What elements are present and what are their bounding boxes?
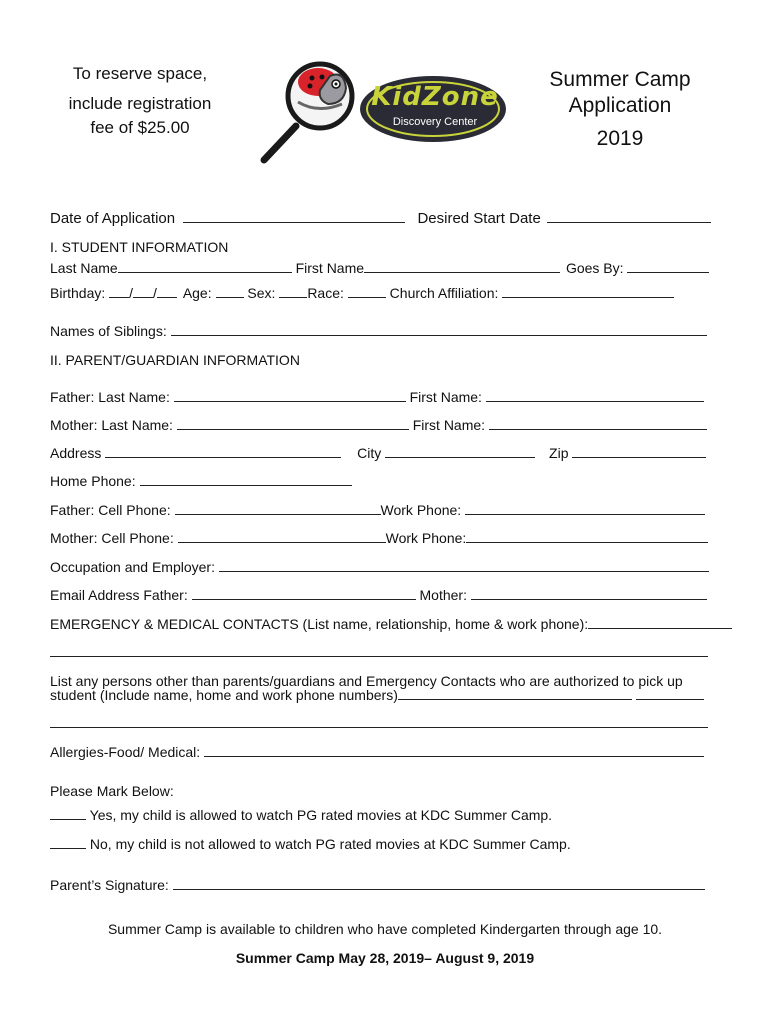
row-pg-no [50, 836, 571, 852]
father-work-phone-field[interactable] [465, 502, 705, 515]
birthday-label: Birthday: [50, 285, 106, 301]
pickup-instructions-line-1: List any persons other than parents/guardians and Emergency Contacts who are authorized to pick up [50, 673, 683, 689]
availability-note: Summer Camp is available to children who have completed Kindergarten through age 10. [107, 921, 663, 937]
allergies-field[interactable] [204, 744, 704, 757]
kidzone-logo [258, 44, 514, 168]
student-first-name-field[interactable] [364, 260, 560, 273]
address-field[interactable] [105, 445, 341, 458]
title-year: 2019 [596, 127, 644, 150]
zip-label: Zip [549, 445, 569, 461]
age-label: Age: [182, 285, 212, 301]
occupation-label: Occupation and Employer: [50, 559, 215, 575]
sex-field[interactable] [279, 285, 307, 298]
row-emergency [50, 616, 732, 632]
date-separator: / [153, 285, 157, 301]
email-father-label: Email Address Father: [50, 587, 188, 603]
title-line-2: Application [568, 94, 672, 117]
goes-by-field[interactable] [627, 260, 709, 273]
mother-last-name-label: Mother: Last Name: [50, 417, 173, 433]
siblings-field[interactable] [171, 323, 707, 336]
last-name-label: Last Name [50, 260, 118, 276]
row-father-name [50, 389, 704, 405]
father-last-name-field[interactable] [174, 389, 406, 402]
email-mother-field[interactable] [471, 587, 707, 600]
row-allergies [50, 744, 704, 760]
father-first-name-label: First Name: [409, 389, 482, 405]
father-last-name-label: Father: Last Name: [50, 389, 170, 405]
section-parent-info: II. PARENT/GUARDIAN INFORMATION [50, 352, 300, 368]
date-separator: / [129, 285, 134, 301]
birth-day-field[interactable] [133, 285, 153, 298]
race-field[interactable] [348, 285, 386, 298]
birth-year-field[interactable] [157, 285, 177, 298]
father-cell-label: Father: Cell Phone: [50, 502, 171, 518]
father-work-phone-label: Work Phone: [380, 502, 462, 518]
home-phone-label: Home Phone: [50, 473, 136, 489]
age-field[interactable] [216, 285, 244, 298]
signature-field[interactable] [173, 877, 705, 890]
row-student-name [50, 260, 709, 276]
pickup-instructions-line-2: student (Include name, home and work phone numbers) [50, 687, 398, 703]
row-signature [50, 877, 705, 893]
title-line-1: Summer Camp [549, 68, 691, 91]
mother-cell-field[interactable] [178, 530, 386, 543]
city-label: City [357, 445, 382, 461]
zip-field[interactable] [572, 445, 706, 458]
occupation-field[interactable] [219, 559, 709, 572]
please-mark-label: Please Mark Below: [50, 783, 174, 799]
section-student-info: I. STUDENT INFORMATION [50, 239, 229, 255]
date-of-application-field[interactable] [183, 210, 405, 223]
church-affiliation-label: Church Affiliation: [389, 285, 499, 301]
row-pg-yes [50, 807, 552, 823]
mother-first-name-label: First Name: [412, 417, 486, 433]
pickup-persons-field[interactable] [398, 687, 632, 700]
home-phone-field[interactable] [140, 473, 352, 486]
sex-label: Sex: [247, 285, 276, 301]
row-father-phone [50, 502, 705, 518]
camp-dates: Summer Camp May 28, 2019– August 9, 2019 [235, 950, 535, 966]
first-name-label: First Name [295, 260, 365, 276]
pg-yes-label: Yes, my child is allowed to watch PG rated movies at KDC Summer Camp. [89, 807, 553, 823]
page-title [525, 64, 715, 154]
row-siblings [50, 323, 707, 339]
mother-last-name-field[interactable] [177, 417, 409, 430]
birth-month-field[interactable] [109, 285, 129, 298]
race-label: Race: [307, 285, 344, 301]
email-father-field[interactable] [192, 587, 416, 600]
allergies-label: Allergies-Food/ Medical: [50, 744, 201, 760]
emergency-contacts-label: EMERGENCY & MEDICAL CONTACTS (List name, relationship, home & work phone): [50, 616, 589, 632]
row-mother-name [50, 417, 707, 433]
goes-by-label: Goes By: [565, 260, 624, 276]
fee-line-1: To reserve space, [72, 64, 208, 83]
signature-label: Parent’s Signature: [50, 877, 169, 893]
row-home-phone [50, 473, 352, 489]
row-address [50, 445, 706, 461]
fee-line-3: fee of $25.00 [90, 118, 190, 137]
row-mother-phone [50, 530, 708, 546]
row-date [50, 210, 711, 227]
pickup-persons-field-extra[interactable] [636, 687, 704, 700]
email-mother-label: Mother: [419, 587, 467, 603]
mother-work-phone-field[interactable] [466, 530, 708, 543]
fee-notice [40, 62, 240, 140]
row-birthday [50, 285, 674, 301]
row-pickup [50, 687, 704, 703]
city-field[interactable] [385, 445, 535, 458]
desired-start-date-label: Desired Start Date [417, 210, 541, 227]
mother-work-phone-label: Work Phone: [385, 530, 467, 546]
emergency-contacts-line-2[interactable] [50, 656, 708, 657]
fee-line-2: include registration [68, 94, 212, 113]
row-email [50, 587, 707, 603]
emergency-contacts-field[interactable] [588, 616, 732, 629]
mother-first-name-field[interactable] [489, 417, 707, 430]
siblings-label: Names of Siblings: [50, 323, 167, 339]
desired-start-date-field[interactable] [547, 210, 711, 223]
logo-brand: KidZone [371, 82, 499, 112]
father-first-name-field[interactable] [486, 389, 704, 402]
mother-cell-label: Mother: Cell Phone: [50, 530, 174, 546]
row-occupation [50, 559, 709, 575]
pg-no-mark-field[interactable] [50, 836, 86, 849]
date-of-application-label: Date of Application [50, 210, 176, 227]
pg-yes-mark-field[interactable] [50, 807, 86, 820]
pickup-persons-line-2[interactable] [50, 727, 708, 728]
logo-subtitle: Discovery Center [392, 116, 478, 128]
address-label: Address [50, 445, 102, 461]
pg-no-label: No, my child is not allowed to watch PG rated movies at KDC Summer Camp. [89, 836, 571, 852]
father-cell-field[interactable] [175, 502, 381, 515]
student-last-name-field[interactable] [118, 260, 292, 273]
church-affiliation-field[interactable] [502, 285, 674, 298]
